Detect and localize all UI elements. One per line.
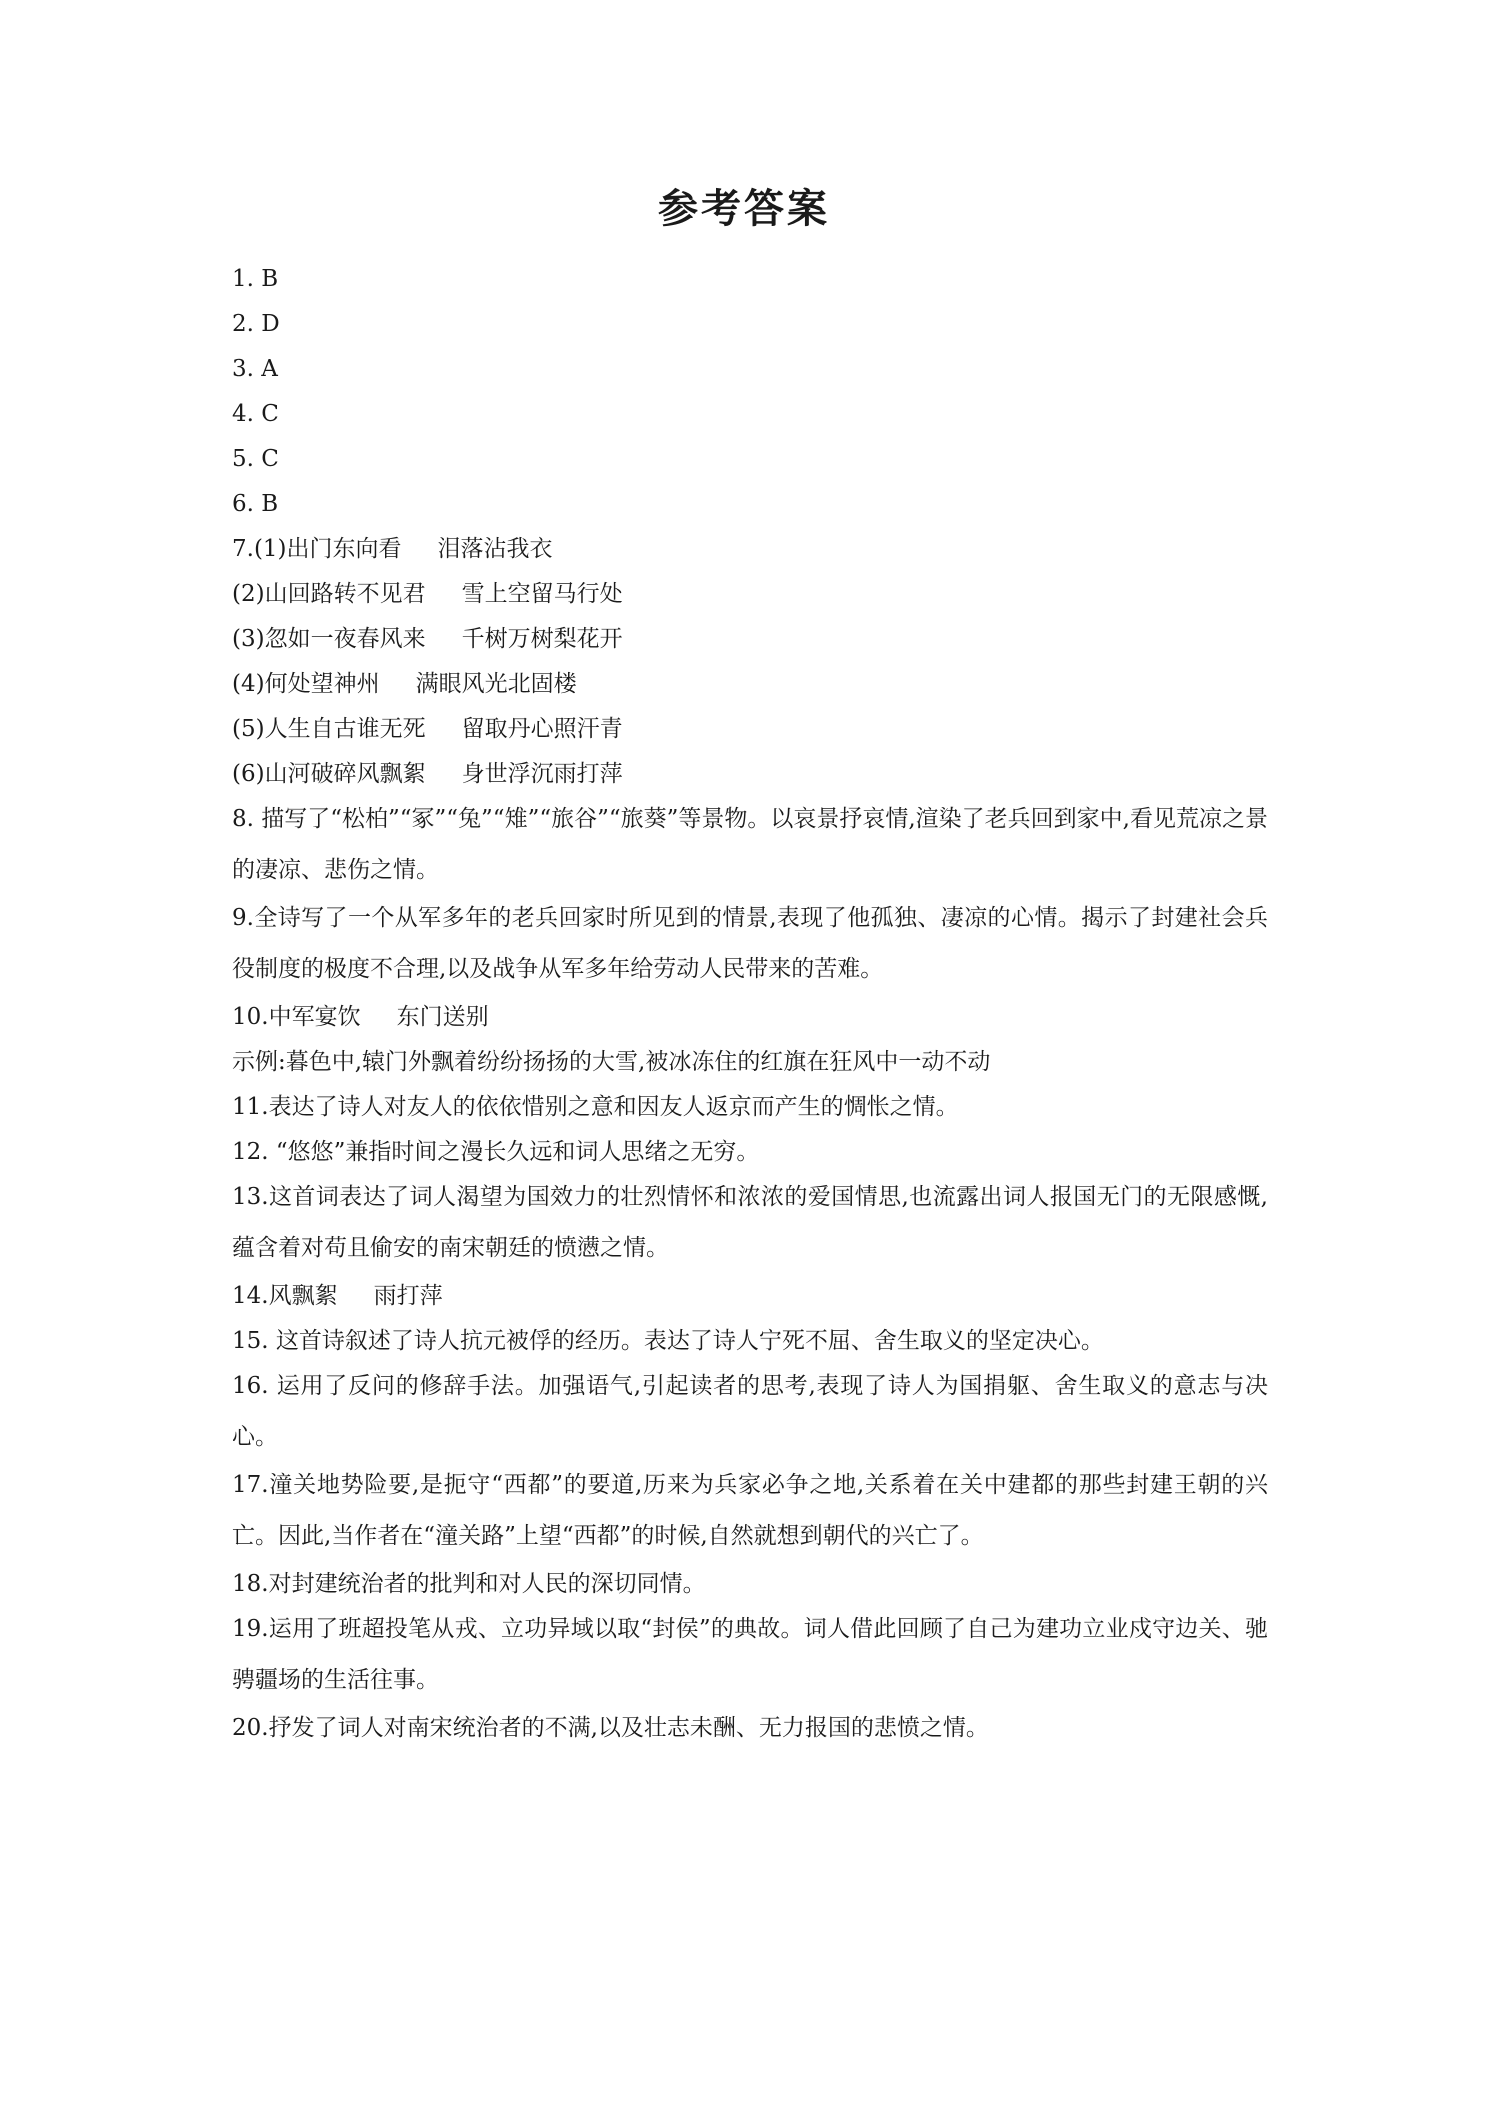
answer-line: [232, 617, 1268, 662]
answer-line: 5. C: [232, 446, 279, 472]
answer-line: [232, 1274, 1268, 1319]
answer-text: (5)人生自古谁无死: [232, 716, 426, 742]
answer-text: (3)忽如一夜春风来: [232, 626, 426, 652]
answer-line: [232, 527, 1268, 572]
answer-line: 3. A: [232, 356, 278, 382]
answer-text: 身世浮沉雨打萍: [461, 761, 623, 787]
answer-line: 13.这首词表达了词人渴望为国效力的壮烈情怀和浓浓的爱国情思,也流露出词人报国无门的无限感慨,蕴含着对苟且偷安的南宋朝廷的愤懑之情。: [232, 1184, 1268, 1261]
answer-line: 19.运用了班超投笔从戎、立功异域以取“封侯”的典故。词人借此回顾了自己为建功立业戍守边关、驰骋疆场的生活往事。: [232, 1616, 1268, 1693]
answer-line: 1. B: [232, 266, 279, 292]
answer-line: [232, 662, 1268, 707]
answer-line: 示例:暮色中,辕门外飘着纷纷扬扬的大雪,被冰冻住的红旗在狂风中一动不动: [232, 1049, 991, 1075]
answer-line: 8. 描写了“松柏”“冢”“兔”“雉”“旅谷”“旅葵”等景物。以哀景抒哀情,渲染了老兵回到家中,看见荒凉之景的凄凉、悲伤之情。: [232, 806, 1268, 883]
answer-line: 9.全诗写了一个从军多年的老兵回家时所见到的情景,表现了他孤独、凄凉的心情。揭示了封建社会兵役制度的极度不合理,以及战争从军多年给劳动人民带来的苦难。: [232, 905, 1268, 982]
answer-line: [232, 995, 1268, 1040]
answer-line: [232, 572, 1268, 617]
answer-line: 15. 这首诗叙述了诗人抗元被俘的经历。表达了诗人宁死不屈、舍生取义的坚定决心。: [232, 1328, 1104, 1354]
answer-text: 满眼风光北固楼: [415, 671, 577, 697]
answer-line: 17.潼关地势险要,是扼守“西都”的要道,历来为兵家必争之地,关系着在关中建都的那些封建王朝的兴亡。因此,当作者在“潼关路”上望“西都”的时候,自然就想到朝代的兴亡了。: [232, 1472, 1268, 1549]
answer-line: 16. 运用了反问的修辞手法。加强语气,引起读者的思考,表现了诗人为国捐躯、舍生取义的意志与决心。: [232, 1373, 1268, 1450]
page-title: 参考答案: [658, 186, 830, 232]
answer-text: 东门送别: [396, 1004, 489, 1030]
answer-text: (6)山河破碎风飘絮: [232, 761, 426, 787]
answer-line: 12. “悠悠”兼指时间之漫长久远和词人思绪之无穷。: [232, 1139, 760, 1165]
answer-list: [232, 257, 1268, 1751]
answer-text: 14.风飘絮: [232, 1283, 338, 1309]
answer-text: 雪上空留马行处: [461, 581, 623, 607]
answer-line: 20.抒发了词人对南宋统治者的不满,以及壮志未酬、无力报国的悲愤之情。: [232, 1715, 989, 1741]
answer-line: [232, 752, 1268, 797]
answer-text: (4)何处望神州: [232, 671, 380, 697]
answer-text: 7.(1)出门东向看: [232, 536, 402, 562]
answer-line: 4. C: [232, 401, 279, 427]
answer-line: [232, 707, 1268, 752]
answer-text: 泪落沾我衣: [437, 536, 553, 562]
answer-text: 留取丹心照汗青: [461, 716, 623, 742]
answer-line: 18.对封建统治者的批判和对人民的深切同情。: [232, 1571, 706, 1597]
answer-line: 11.表达了诗人对友人的依依惜别之意和因友人返京而产生的惆怅之情。: [232, 1094, 959, 1120]
answer-line: 2. D: [232, 311, 280, 337]
answer-line: 6. B: [232, 491, 279, 517]
answer-text: 千树万树梨花开: [461, 626, 623, 652]
answer-text: (2)山回路转不见君: [232, 581, 426, 607]
answer-text: 10.中军宴饮: [232, 1004, 361, 1030]
answer-text: 雨打萍: [373, 1283, 443, 1309]
